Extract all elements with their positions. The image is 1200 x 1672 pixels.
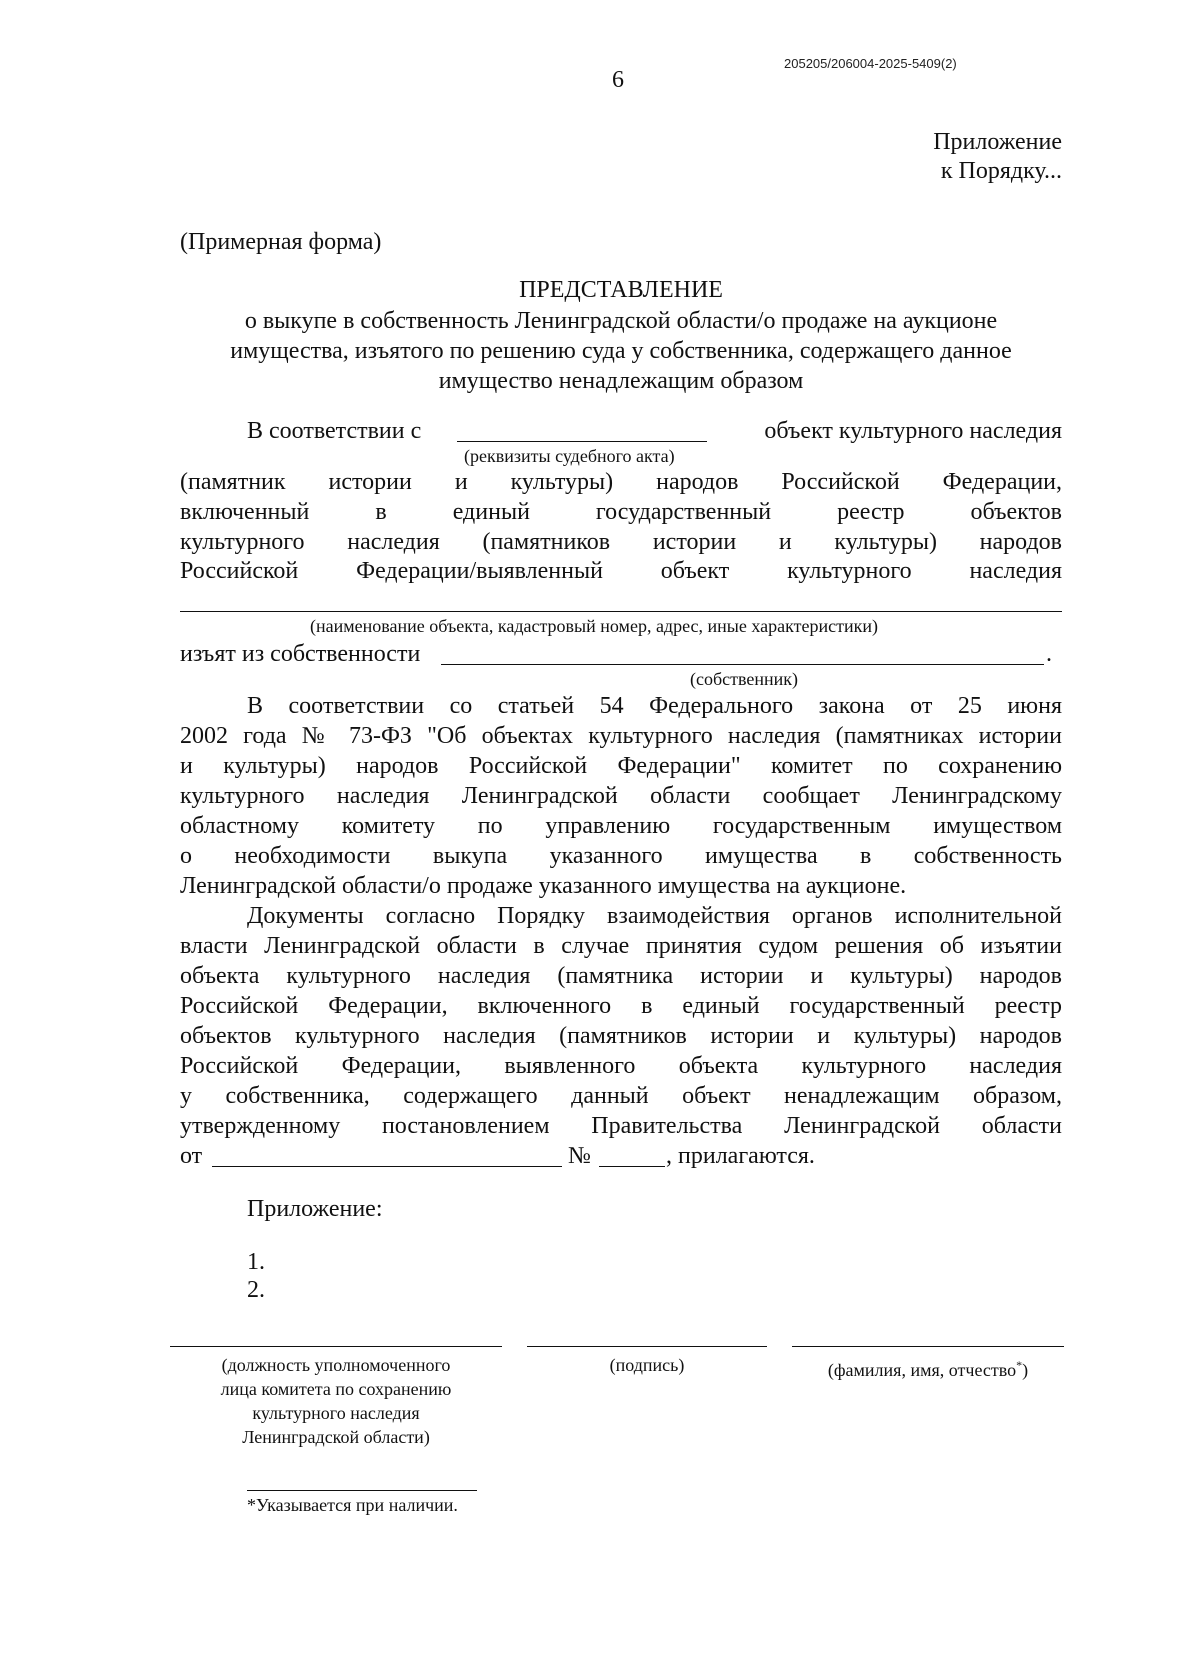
position-blank: [170, 1346, 502, 1347]
section2-line-6: о необходимости выкупа указанного имущества в собственность: [180, 843, 1062, 869]
section3-line-3: объекта культурного наследия (памятника истории и культуры) народов: [180, 963, 1062, 989]
footnote-divider: [247, 1490, 477, 1491]
section2-line-7: Ленинградской области/о продаже указанного имущества на аукционе.: [180, 873, 907, 899]
section3-line-4: Российской Федерации, включенного в единый государственный реестр: [180, 993, 1062, 1019]
owner-blank: [441, 664, 1044, 665]
section3-line-2: власти Ленинградской области в случае принятия судом решения об изъятии: [180, 933, 1062, 959]
appendix-line-2: к Порядку...: [940, 158, 1062, 184]
full-name-caption-close: ): [1022, 1360, 1029, 1380]
signature-blank: [527, 1346, 767, 1347]
section2-line-2: 2002 года № 73-ФЗ "Об объектах культурного наследия (памятниках истории: [180, 723, 1062, 749]
document-id: 205205/206004-2025-5409(2): [784, 56, 957, 71]
full-name-caption-text: (фамилия, имя, отчество: [827, 1360, 1017, 1380]
court-act-blank: [457, 441, 707, 442]
section1-line-4: культурного наследия (памятников истории и культуры) народов: [180, 529, 1062, 555]
court-act-caption: (реквизиты судебного акта): [464, 446, 675, 466]
section3-line-8: утвержденному постановлением Правительства Ленинградской области: [180, 1113, 1062, 1139]
position-caption-line-4: Ленинградской области): [242, 1427, 430, 1447]
resolution-from: от: [180, 1143, 203, 1169]
document-title: ПРЕДСТАВЛЕНИЕ: [519, 277, 723, 303]
full-name-blank: [792, 1346, 1064, 1347]
seized-prefix: изъят из собственности: [180, 641, 421, 667]
section1-line-3: включенный в единый государственный реестр объектов: [180, 499, 1062, 525]
attachments-label: Приложение:: [247, 1196, 383, 1222]
footnote-mark: *: [1016, 1358, 1023, 1372]
section2-line-3: и культуры) народов Российской Федерации" комитет по сохранению: [180, 753, 1062, 779]
object-caption: (наименование объекта, кадастровый номер, адрес, иные характеристики): [310, 616, 878, 636]
section3-line-1: Документы согласно Порядку взаимодействия органов исполнительной: [247, 903, 1062, 929]
position-caption-line-2: лица комитета по сохранению: [220, 1379, 452, 1399]
footnote-text: *Указывается при наличии.: [247, 1495, 458, 1515]
page-number: 6: [612, 67, 624, 93]
resolution-date-blank: [212, 1166, 562, 1167]
object-blank: [180, 611, 1062, 612]
court-act-suffix: объект культурного наследия: [764, 418, 1062, 444]
owner-caption: (собственник): [690, 669, 799, 689]
section3-line-5: объектов культурного наследия (памятников истории и культуры) народов: [180, 1023, 1062, 1049]
attachment-item-1: 1.: [247, 1249, 265, 1275]
form-type: (Примерная форма): [180, 229, 382, 255]
full-name-caption: [792, 1354, 1064, 1381]
attachment-item-2: 2.: [247, 1277, 265, 1303]
court-act-prefix: В соответствии с: [247, 418, 422, 444]
document-subtitle-line-2: имущества, изъятого по решению суда у собственника, содержащего данное: [230, 338, 1012, 364]
section1-line-2: (памятник истории и культуры) народов Российской Федерации,: [180, 469, 1062, 495]
document-subtitle-line-3: имущество ненадлежащим образом: [438, 368, 804, 394]
section2-line-4: культурного наследия Ленинградской области сообщает Ленинградскому: [180, 783, 1062, 809]
section2-line-1: В соответствии со статьей 54 Федерального закона от 25 июня: [247, 693, 1062, 719]
resolution-number-blank: [599, 1166, 665, 1167]
section2-line-5: областному комитету по управлению государственным имуществом: [180, 813, 1062, 839]
appendix-line-1: Приложение: [933, 129, 1062, 155]
position-caption-line-1: (должность уполномоченного: [221, 1355, 451, 1375]
signature-caption: (подпись): [609, 1355, 685, 1375]
position-caption-line-3: культурного наследия: [252, 1403, 420, 1423]
section1-line-5: Российской Федерации/выявленный объект культурного наследия: [180, 558, 1062, 584]
section3-line-6: Российской Федерации, выявленного объекта культурного наследия: [180, 1053, 1062, 1079]
seized-dot: .: [1046, 641, 1052, 667]
resolution-number-sign: №: [568, 1143, 591, 1169]
resolution-suffix: , прилагаются.: [666, 1143, 815, 1169]
document-subtitle-line-1: о выкупе в собственность Ленинградской области/о продаже на аукционе: [244, 308, 998, 334]
section3-line-7: у собственника, содержащего данный объект ненадлежащим образом,: [180, 1083, 1062, 1109]
